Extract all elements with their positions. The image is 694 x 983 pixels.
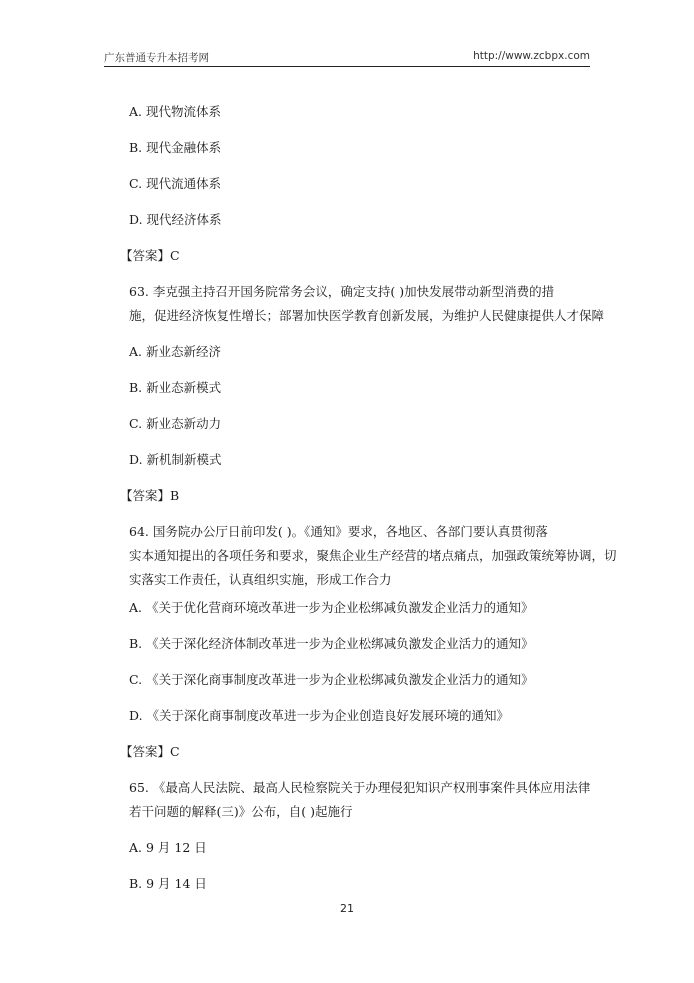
q64-stem-line-3: 实落实工作责任，认真组织实施，形成工作合力 bbox=[129, 572, 392, 587]
q64-option-b: B. 《关于深化经济体制改革进一步为企业松绑减负激发企业活力的通知》 bbox=[129, 636, 534, 651]
q65-stem bbox=[129, 776, 593, 824]
q64-option-d: D. 《关于深化商事制度改革进一步为企业创造良好发展环境的通知》 bbox=[129, 708, 510, 723]
q64-stem-line-1: 64. 国务院办公厅日前印发( )。《通知》要求，各地区、各部门要认真贯彻落 bbox=[129, 524, 548, 539]
q65-option-a: A. 9 月 12 日 bbox=[129, 840, 207, 855]
q64-stem bbox=[129, 520, 617, 592]
q63-answer: 【答案】B bbox=[120, 488, 180, 503]
q62-option-d: D. 现代经济体系 bbox=[129, 212, 222, 227]
q63-option-d: D. 新机制新模式 bbox=[129, 452, 222, 467]
q65-option-b: B. 9 月 14 日 bbox=[129, 876, 207, 891]
q63-stem-line-1: 63. 李克强主持召开国务院常务会议，确定支持( )加快发展带动新型消费的措 bbox=[129, 284, 555, 299]
q65-stem-line-2: 若干问题的解释(三)》公布，自( )起施行 bbox=[129, 804, 353, 819]
header-url: http://www.zcbpx.com bbox=[473, 50, 590, 62]
page-number: 21 bbox=[340, 902, 354, 915]
q62-option-c: C. 现代流通体系 bbox=[129, 176, 222, 191]
q64-option-c: C. 《关于深化商事制度改革进一步为企业松绑减负激发企业活力的通知》 bbox=[129, 672, 534, 687]
header-site-name: 广东普通专升本招考网 bbox=[104, 52, 209, 64]
q62-answer: 【答案】C bbox=[120, 248, 180, 263]
q63-stem-line-2: 施，促进经济恢复性增长；部署加快医学教育创新发展，为维护人民健康提供人才保障 bbox=[129, 308, 605, 323]
q63-option-c: C. 新业态新动力 bbox=[129, 416, 222, 431]
q64-option-a: A. 《关于优化营商环境改革进一步为企业松绑减负激发企业活力的通知》 bbox=[129, 600, 534, 615]
page-header bbox=[104, 48, 590, 67]
q64-answer: 【答案】C bbox=[120, 744, 180, 759]
q63-option-a: A. 新业态新经济 bbox=[129, 344, 221, 359]
q62-option-a: A. 现代物流体系 bbox=[129, 104, 221, 119]
q63-stem bbox=[129, 280, 605, 328]
q64-stem-line-2: 实本通知提出的各项任务和要求，聚焦企业生产经营的堵点痛点，加强政策统筹协调，切 bbox=[129, 548, 617, 563]
q65-stem-line-1: 65. 《最高人民法院、最高人民检察院关于办理侵犯知识产权刑事案件具体应用法律 bbox=[129, 780, 591, 795]
q63-option-b: B. 新业态新模式 bbox=[129, 380, 222, 395]
q62-option-b: B. 现代金融体系 bbox=[129, 140, 222, 155]
